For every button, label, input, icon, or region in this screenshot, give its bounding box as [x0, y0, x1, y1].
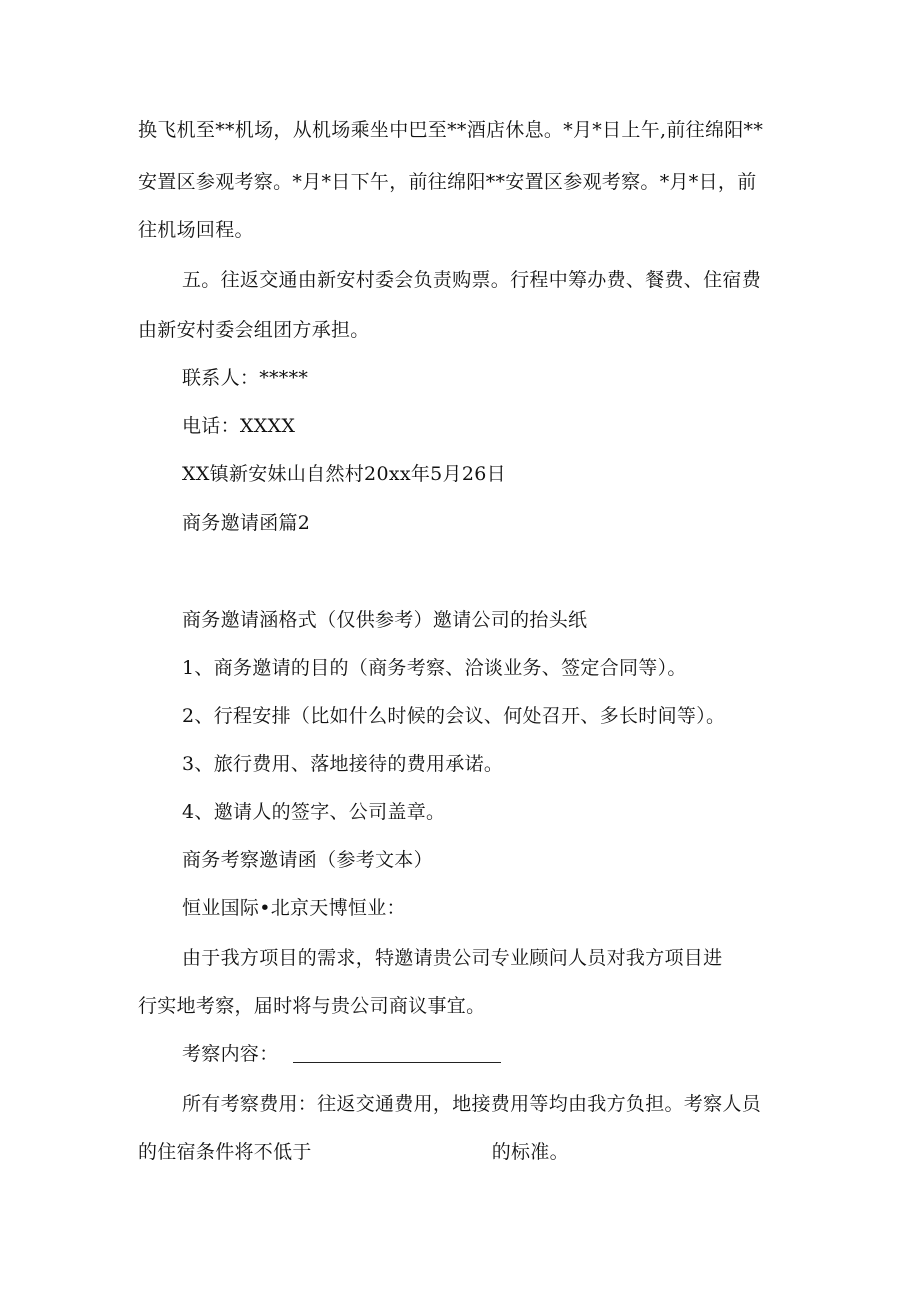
accommodation-text: 的住宿条件将不低于: [138, 1141, 312, 1163]
letter-title: 商务考察邀请函（参考文本）: [182, 849, 433, 871]
paragraph-line: 五。往返交通由新安村委会负责购票。行程中筹办费、餐费、住宿费: [182, 269, 762, 291]
accommodation-line: [138, 1140, 569, 1164]
inspection-content-label: 考察内容：: [182, 1043, 279, 1065]
paragraph-line: 换飞机至**机场，从机场乘坐中巴至**酒店休息。*月*日上午,前往绵阳**: [138, 119, 764, 141]
paragraph-line: 由新安村委会组团方承担。: [138, 319, 370, 341]
format-heading: 商务邀请涵格式（仅供参考）邀请公司的抬头纸: [182, 609, 588, 631]
list-item: 2、行程安排（比如什么时候的会议、何处召开、多长时间等）。: [182, 705, 726, 727]
accommodation-text-end: 的标准。: [491, 1141, 569, 1163]
fill-in-blank: [293, 1044, 501, 1063]
paragraph-line: 由于我方项目的需求，特邀请贵公司专业顾问人员对我方项目进: [182, 947, 723, 969]
contact-phone: 电话：XXXX: [182, 415, 296, 437]
list-item: 1、商务邀请的目的（商务考察、洽谈业务、签定合同等）。: [182, 657, 687, 679]
inspection-content-line: [182, 1042, 501, 1066]
paragraph-line: 往机场回程。: [138, 219, 254, 241]
paragraph-line: 行实地考察，届时将与贵公司商议事宜。: [138, 995, 486, 1017]
paragraph-line: 安置区参观考察。*月*日下午，前往绵阳**安置区参观考察。*月*日，前: [138, 171, 757, 193]
letter-recipient: 恒业国际•北京天博恒业：: [182, 897, 406, 919]
section-heading: 商务邀请函篇2: [182, 512, 311, 534]
contact-person: 联系人：*****: [182, 367, 309, 389]
signature-date: XX镇新安妹山自然村20xx年5月26日: [182, 463, 506, 485]
paragraph-line: 所有考察费用：往返交通费用，地接费用等均由我方负担。考察人员: [182, 1093, 762, 1115]
list-item: 4、邀请人的签字、公司盖章。: [182, 801, 446, 823]
list-item: 3、旅行费用、落地接待的费用承诺。: [182, 753, 504, 775]
